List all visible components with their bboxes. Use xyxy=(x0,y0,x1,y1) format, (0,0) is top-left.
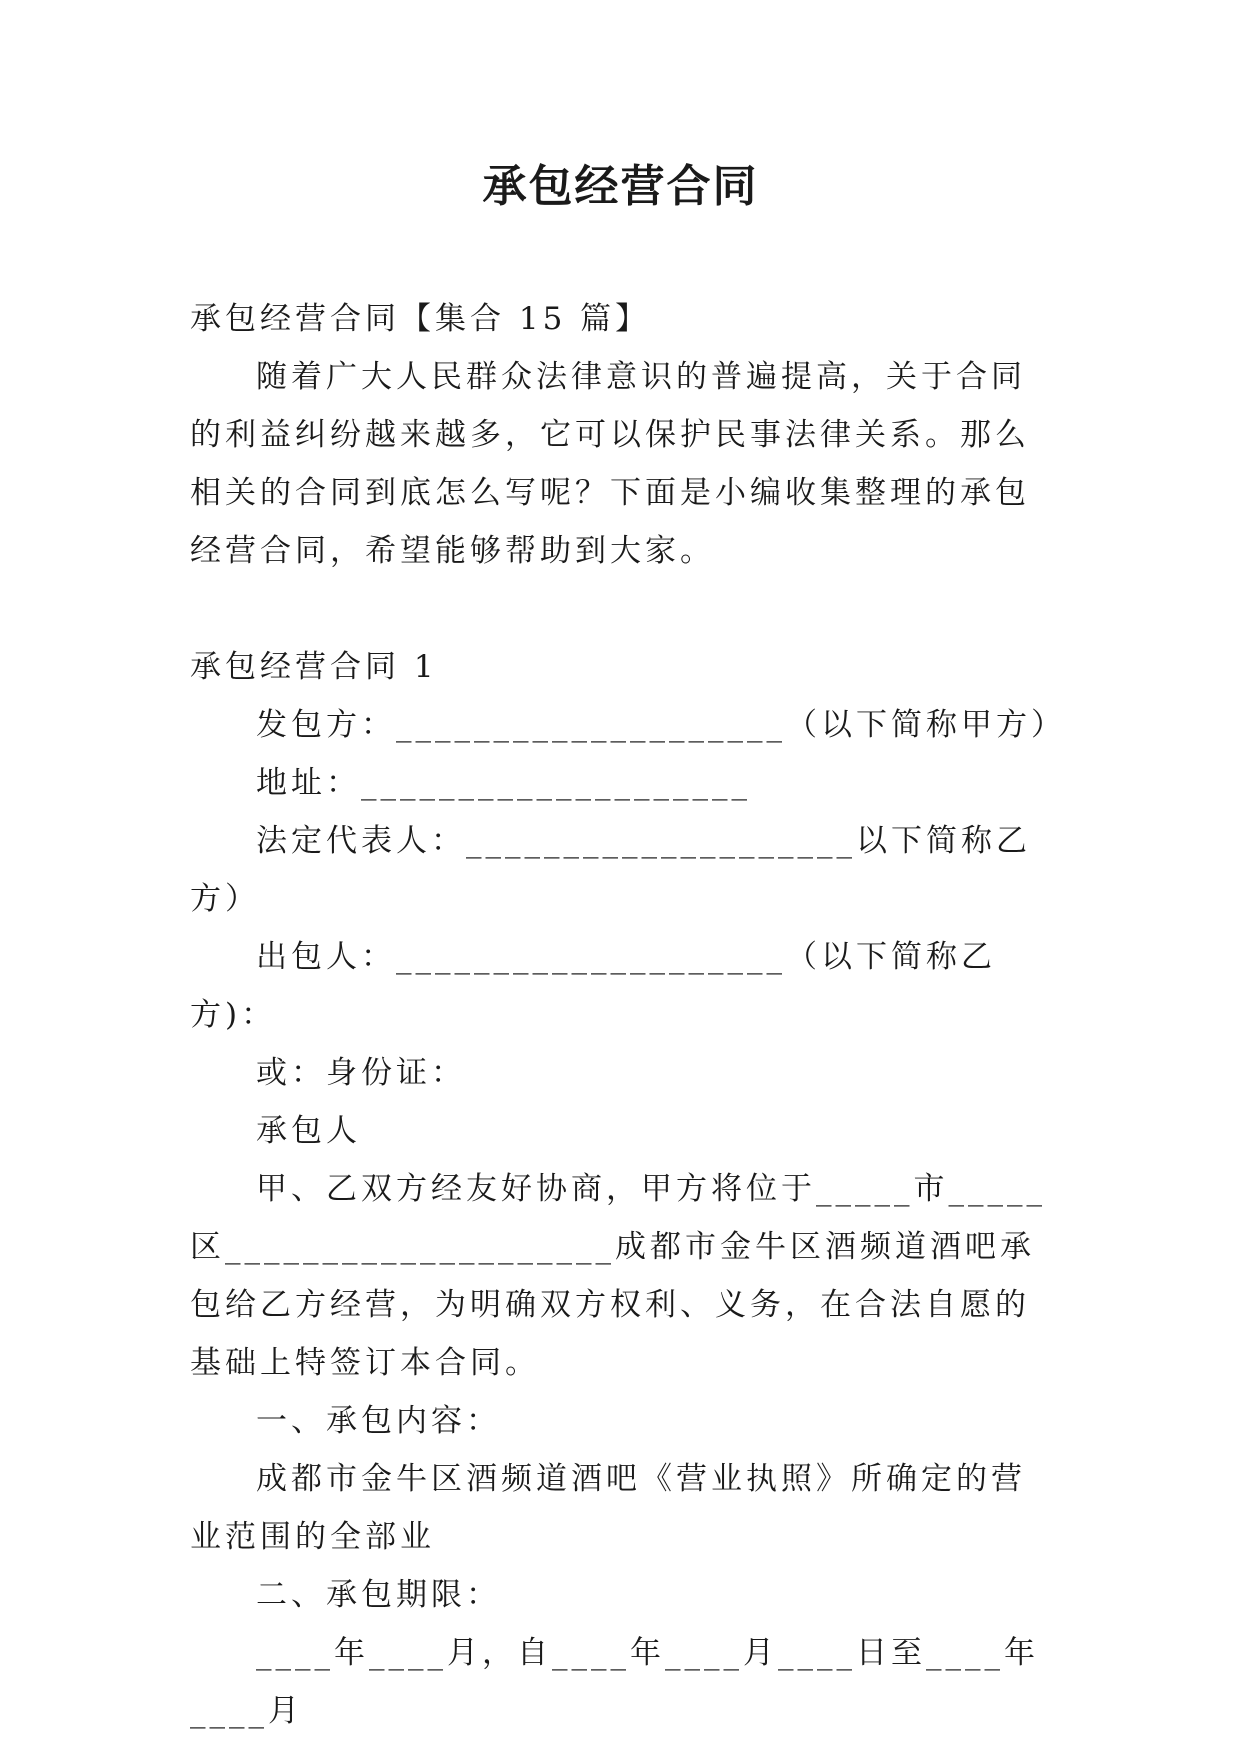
section-heading: 承包经营合同 1 xyxy=(190,649,438,685)
agreement-paragraph: 甲、乙双方经友好协商，甲方将位于_____市_____区____________________成都市金牛区酒频道酒吧承包给乙方经营，为明确双方权利、义务，在合法自愿的基础上特签订本合同。 xyxy=(190,1171,1046,1381)
document-subtitle: 承包经营合同【集合 15 篇】 xyxy=(190,301,651,337)
contractor-line: 出包人：____________________（以下简称乙方)： xyxy=(190,939,996,1033)
contractee-line: 承包人 xyxy=(256,1113,361,1149)
clause-1-heading: 一、承包内容： xyxy=(256,1403,501,1439)
document-body xyxy=(190,290,1066,1740)
paragraph-spacer xyxy=(190,580,1052,638)
intro-paragraph: 随着广大人民群众法律意识的普遍提高，关于合同的利益纠纷越来越多，它可以保护民事法律关系。那么相关的合同到底怎么写呢？下面是小编收集整理的承包经营合同，希望能够帮助到大家。 xyxy=(190,359,1030,569)
party-a-line: 发包方：____________________（以下简称甲方） xyxy=(256,707,1066,743)
address-line: 地址：____________________ xyxy=(256,765,751,801)
id-card-line: 或：身份证： xyxy=(256,1055,466,1091)
document-title: 承包经营合同 xyxy=(482,161,759,212)
legal-representative-line: 法定代表人：____________________以下简称乙方） xyxy=(190,823,1031,917)
clause-2-body: ____年____月，自____年____月____日至____年____月 xyxy=(190,1635,1039,1729)
clause-1-body: 成都市金牛区酒频道酒吧《营业执照》所确定的营业范围的全部业 xyxy=(190,1461,1026,1555)
clause-2-heading: 二、承包期限： xyxy=(256,1577,501,1613)
